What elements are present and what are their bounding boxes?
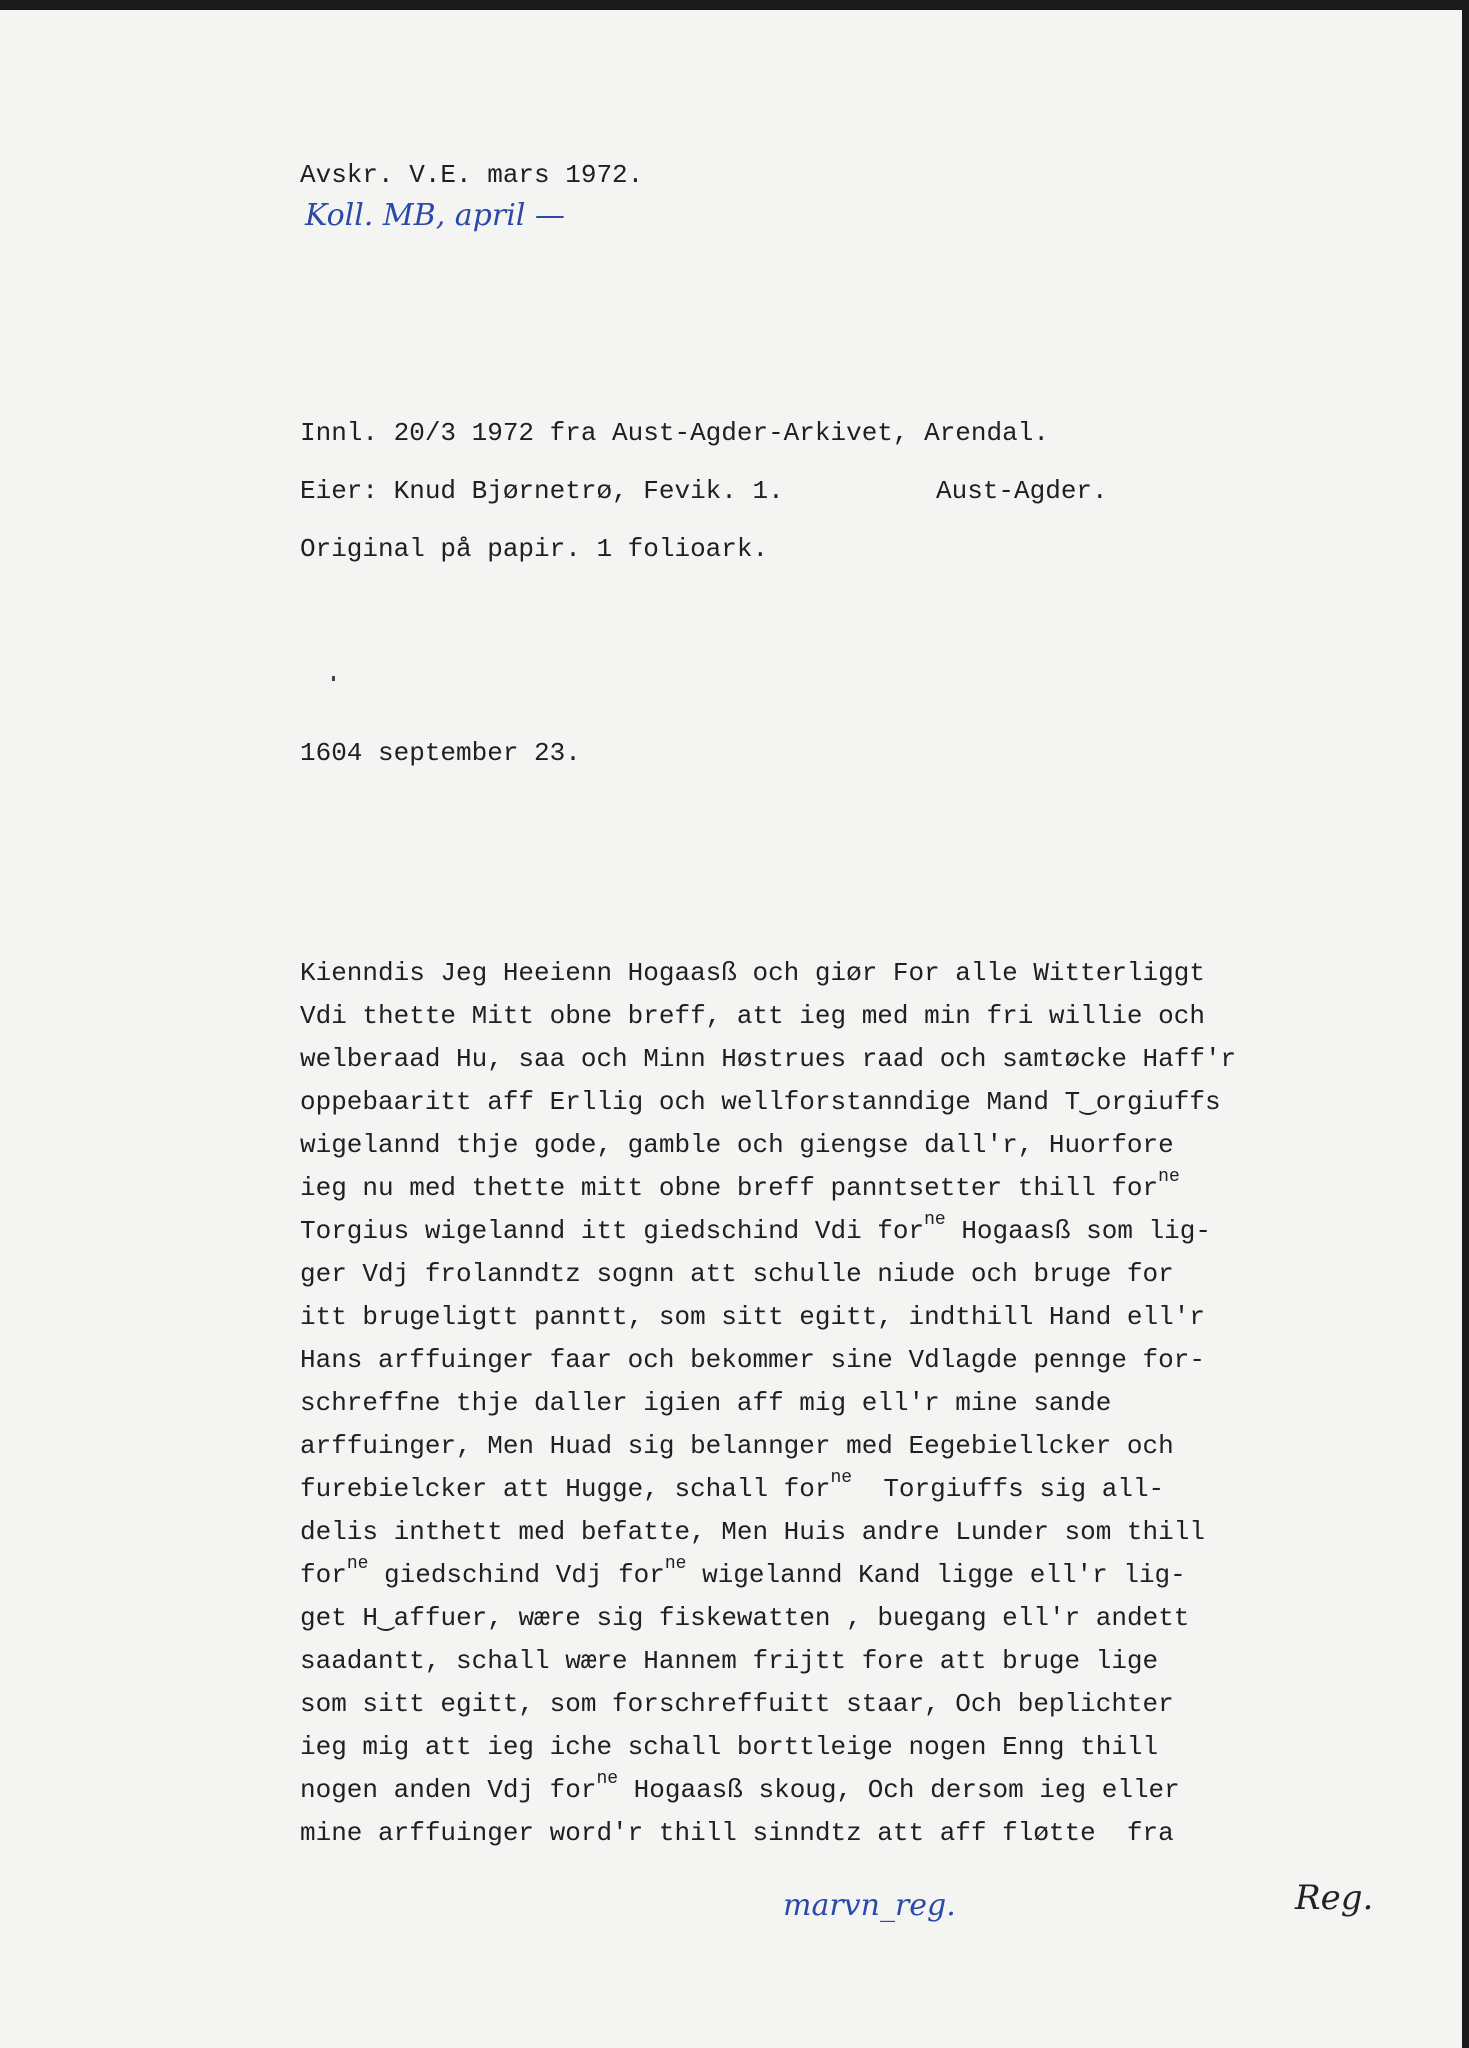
body-line [300,1640,1236,1683]
line-text: schreffne thje daller igien aff mig ell'r mine sande [300,1388,1112,1418]
body-line [300,995,1236,1038]
line-text: ieg mig att ieg iche schall borttleige nogen Enng thill [300,1732,1159,1762]
document-page [0,10,1462,2048]
line-text: giedschind Vdj for [368,1560,665,1590]
body-line [300,1296,1236,1339]
line-text: Torgius wigelannd itt giedschind Vdi for [300,1216,925,1246]
body-line [300,1081,1236,1124]
line-text: Torgiuffs sig all- [852,1474,1165,1504]
superscript-abbrev: ne [596,1769,619,1789]
body-line [300,1253,1236,1296]
body-line [300,1425,1236,1468]
body-line [300,1726,1236,1769]
line-text: som sitt egitt, som forschreffuitt staar, Och beplichter [300,1689,1174,1719]
body-line [300,1597,1236,1640]
superscript-abbrev: ne [1158,1167,1180,1187]
superscript-abbrev: ne [664,1554,687,1574]
transcribed-letter-body [300,952,1236,1855]
body-line [300,1382,1236,1425]
body-line [300,1683,1236,1726]
line-text: ieg nu med thette mitt obne breff panntsetter thill for [300,1173,1159,1203]
body-line [300,1468,1236,1511]
body-line [300,1812,1236,1855]
body-line [300,1769,1236,1812]
superscript-abbrev: ne [924,1210,946,1230]
body-line [300,1339,1236,1382]
line-text: Hogaasß som lig- [945,1216,1211,1246]
line-text: saadantt, schall wære Hannem frijtt fore att bruge lige [300,1646,1159,1676]
line-text: Vdi thette Mitt obne breff, att ieg med min fri willie och [300,1001,1205,1031]
received-line: Innl. 20/3 1972 fra Aust-Agder-Arkivet, Arendal. [300,418,1049,448]
line-text: wigelannd thje gode, gamble och giengse dall'r, Huorfore [300,1130,1174,1160]
line-text: ger Vdj frolanndtz sognn att schulle niude och bruge for [300,1259,1174,1289]
body-line [300,1038,1236,1081]
owner-line: Eier: Knud Bjørnetrø, Fevik. 1. [300,476,784,506]
superscript-abbrev: ne [346,1554,369,1574]
transcription-note: Avskr. V.E. mars 1972. [300,160,644,190]
handwritten-reg-mark: Reg. [1295,1878,1374,1918]
line-text: itt brugeligtt panntt, som sitt egitt, indthill Hand ell'r [300,1302,1205,1332]
body-line [300,1167,1236,1210]
original-description: Original på papir. 1 folioark. [300,534,769,564]
body-line [300,952,1236,995]
line-text: oppebaaritt aff Erllig och wellforstanndige Mand T‿orgiuffs [300,1087,1221,1117]
line-text: Kienndis Jeg Heeienn Hogaasß och giør For alle Witterliggt [300,958,1205,988]
superscript-abbrev: ne [830,1468,853,1488]
body-line [300,1554,1236,1597]
line-text: get H‿affuer, wære sig fiskewatten , buegang ell'r andett [300,1603,1190,1633]
handwritten-register-note: marvn_reg. [783,1888,956,1923]
line-text: wigelannd Kand ligge ell'r lig- [686,1560,1186,1590]
ink-speck [332,676,335,681]
body-line [300,1511,1236,1554]
body-line [300,1210,1236,1253]
line-text: welberaad Hu, saa och Minn Høstrues raad och samtøcke Haff'r [300,1044,1237,1074]
line-text: delis inthett med befatte, Men Huis andre Lunder som thill [300,1517,1205,1547]
line-text: for [300,1560,347,1590]
line-text: nogen anden Vdj for [300,1775,597,1805]
line-text: furebielcker att Hugge, schall for [300,1474,831,1504]
line-text: Hans arffuinger faar och bekommer sine Vdlagde pennge for- [300,1345,1205,1375]
line-text: Hogaasß skoug, Och dersom ieg eller [618,1775,1180,1805]
line-text: mine arffuinger word'r thill sinndtz att aff fløtte fra [300,1818,1174,1848]
county-label: Aust-Agder. [936,476,1108,506]
body-line [300,1124,1236,1167]
document-date: 1604 september 23. [300,738,581,768]
line-text: arffuinger, Men Huad sig belannger med Eegebiellcker och [300,1431,1174,1461]
handwritten-check-note: Koll. MB, april — [305,198,565,233]
